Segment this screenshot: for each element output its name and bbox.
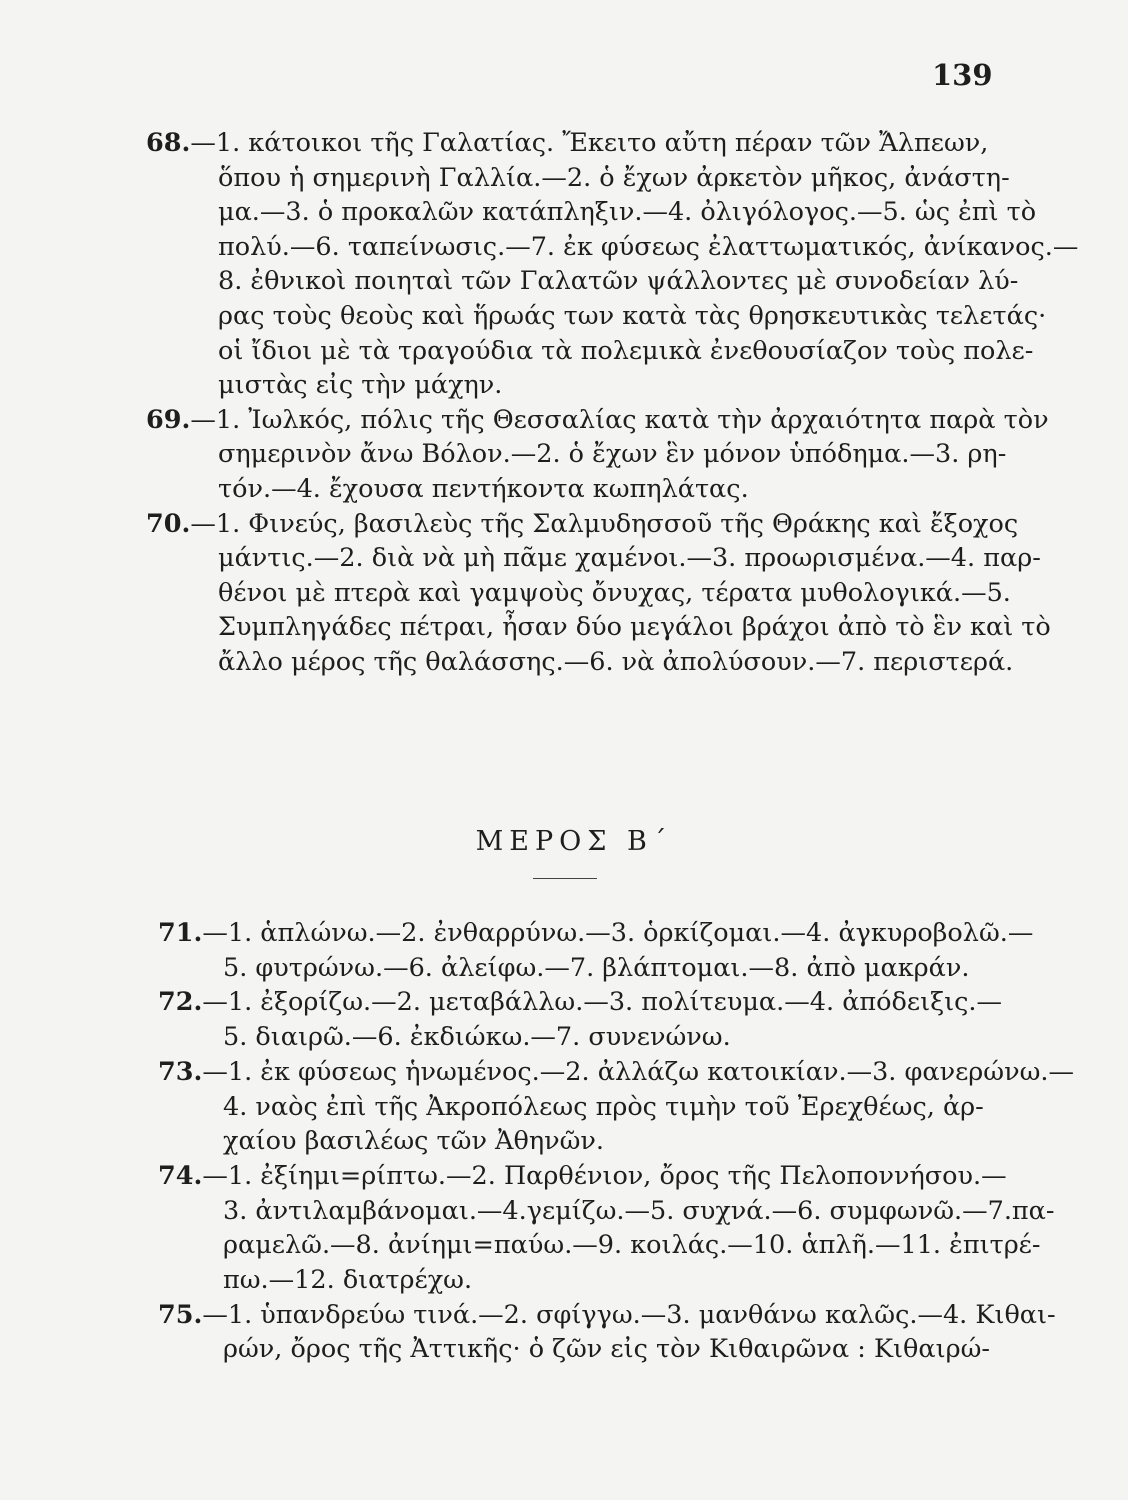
page-number: 139 (932, 58, 993, 92)
entry-first-line (146, 916, 1034, 951)
entry-line: χαίου βασιλέως τῶν Ἀθηνῶν. (223, 1126, 605, 1157)
entry-line: ἄλλο μέρος τῆς θαλάσσης.—6. νὰ ἀπολύσουν.—7. περιστερά. (218, 646, 1014, 677)
entry-line: πω.—12. διατρέχω. (223, 1265, 473, 1296)
entry-line: 3. ἀντιλαμβάνομαι.—4.γεμίζω.—5. συχνά.—6. συμφωνῶ.—7.πα- (223, 1195, 1055, 1226)
entry-number: 69. (146, 404, 191, 435)
entry-line: οἱ ἴδιοι μὲ τὰ τραγούδια τὰ πολεμικὰ ἐνεθουσίαζον τοὺς πολε- (218, 335, 1034, 366)
heading-underline (533, 878, 597, 879)
entry-number: 72. (158, 987, 203, 1018)
entry-69 (146, 403, 1049, 507)
entry-line: μα.—3. ὁ προκαλῶν κατάπληξιν.—4. ὀλιγόλογος.—5. ὡς ἐπὶ τὸ (218, 197, 1037, 228)
entry-line: ρας τοὺς θεοὺς καὶ ἥρωάς των κατὰ τὰς θρησκευτικὰς τελετάς· (218, 300, 1047, 331)
entry-72 (146, 985, 1003, 1054)
entry-line: πολύ.—6. ταπείνωσις.—7. ἐκ φύσεως ἐλαττωματικός, ἀνίκανος.— (218, 231, 1079, 262)
entry-70 (146, 507, 1051, 680)
entry-text: —1. ἁπλώνω.—2. ἐνθαρρύνω.—3. ὁρκίζομαι.—4. ἀγκυροβολῶ.— (202, 918, 1034, 948)
entry-line: μάντις.—2. διὰ νὰ μὴ πᾶμε χαμένοι.—3. προωρισμένα.—4. παρ- (218, 543, 1041, 574)
section-heading: ΜΕΡΟΣ Β΄ (475, 826, 673, 857)
entry-first-line (146, 126, 989, 161)
entry-text: —1. ὑπανδρεύω τινά.—2. σφίγγω.—3. μανθάνω καλῶς.—4. Κιθαι- (202, 1299, 1056, 1330)
entry-text: —1. κάτοικοι τῆς Γαλατίας. Ἔκειτο αὔτη πέραν τῶν Ἄλπεων, (190, 128, 989, 158)
entry-line: τόν.—4. ἔχουσα πεντήκοντα κωπηλάτας. (218, 473, 749, 504)
entry-number: 75. (158, 1299, 203, 1330)
part-two (146, 916, 1074, 1367)
entry-line: 4. ναὸς ἐπὶ τῆς Ἀκροπόλεως πρὸς τιμὴν τοῦ Ἐρεχθέως, ἀρ- (223, 1091, 984, 1122)
entry-75 (146, 1298, 1056, 1367)
entry-text: —1. ἐκ φύσεως ἡνωμένος.—2. ἀλλάζω κατοικίαν.—3. φανερώνω.— (202, 1056, 1074, 1087)
entry-74 (146, 1159, 1055, 1298)
entry-first-line (146, 507, 1019, 542)
entry-first-line (146, 403, 1049, 438)
entry-first-line (146, 1298, 1056, 1333)
entry-first-line (146, 985, 1003, 1020)
entry-line: ραμελῶ.—8. ἀνίημι=παύω.—9. κοιλάς.—10. ἁπλῆ.—11. ἐπιτρέ- (223, 1230, 1041, 1261)
entry-text: —1. ἐξορίζω.—2. μεταβάλλω.—3. πολίτευμα.—4. ἀπόδειξις.— (202, 987, 1003, 1018)
entry-line: 8. ἐθνικοὶ ποιηταὶ τῶν Γαλατῶν ψάλλοντες μὲ συνοδείαν λύ- (218, 266, 1019, 297)
entry-text: —1. ἐξίημι=ρίπτω.—2. Παρθένιον, ὄρος τῆς Πελοποννήσου.— (202, 1160, 1007, 1191)
entry-line: ὅπου ἡ σημερινὴ Γαλλία.—2. ὁ ἔχων ἀρκετὸν μῆκος, ἀνάστη- (218, 162, 1010, 193)
entry-68 (146, 126, 1079, 403)
entry-text: —1. Φινεύς, βασιλεὺς τῆς Σαλμυδησσοῦ τῆς Θράκης καὶ ἔξοχος (190, 508, 1019, 539)
entry-number: 70. (146, 508, 191, 539)
entry-line: 5. διαιρῶ.—6. ἐκδιώκω.—7. συνενώνω. (223, 1022, 731, 1053)
entry-line: Συμπληγάδες πέτραι, ἦσαν δύο μεγάλοι βράχοι ἀπὸ τὸ ἓν καὶ τὸ (218, 612, 1051, 643)
part-one (146, 126, 1079, 680)
entry-line: ρών, ὄρος τῆς Ἀττικῆς· ὁ ζῶν εἰς τὸν Κιθαιρῶνα : Κιθαιρώ- (223, 1334, 990, 1365)
entry-line: μιστὰς εἰς τὴν μάχην. (218, 370, 503, 401)
entry-71 (146, 916, 1034, 985)
entry-line: θένοι μὲ πτερὰ καὶ γαμψοὺς ὄνυχας, τέρατα μυθολογικά.—5. (218, 577, 1011, 608)
entry-line: σημερινὸν ἄνω Βόλον.—2. ὁ ἔχων ἓν μόνον ὑπόδημα.—3. ρη- (218, 439, 1007, 470)
entry-first-line (146, 1055, 1074, 1090)
entry-number: 73. (158, 1056, 203, 1087)
entry-number: 68. (146, 128, 191, 158)
entry-line: 5. φυτρώνω.—6. ἀλείφω.—7. βλάπτομαι.—8. ἀπὸ μακράν. (223, 952, 970, 983)
entry-number: 74. (158, 1160, 203, 1191)
entry-number: 71. (158, 918, 203, 948)
entry-first-line (146, 1159, 1007, 1194)
entry-text: —1. Ἰωλκός, πόλις τῆς Θεσσαλίας κατὰ τὴν ἀρχαιότητα παρὰ τὸν (190, 404, 1049, 435)
entry-73 (146, 1055, 1074, 1159)
